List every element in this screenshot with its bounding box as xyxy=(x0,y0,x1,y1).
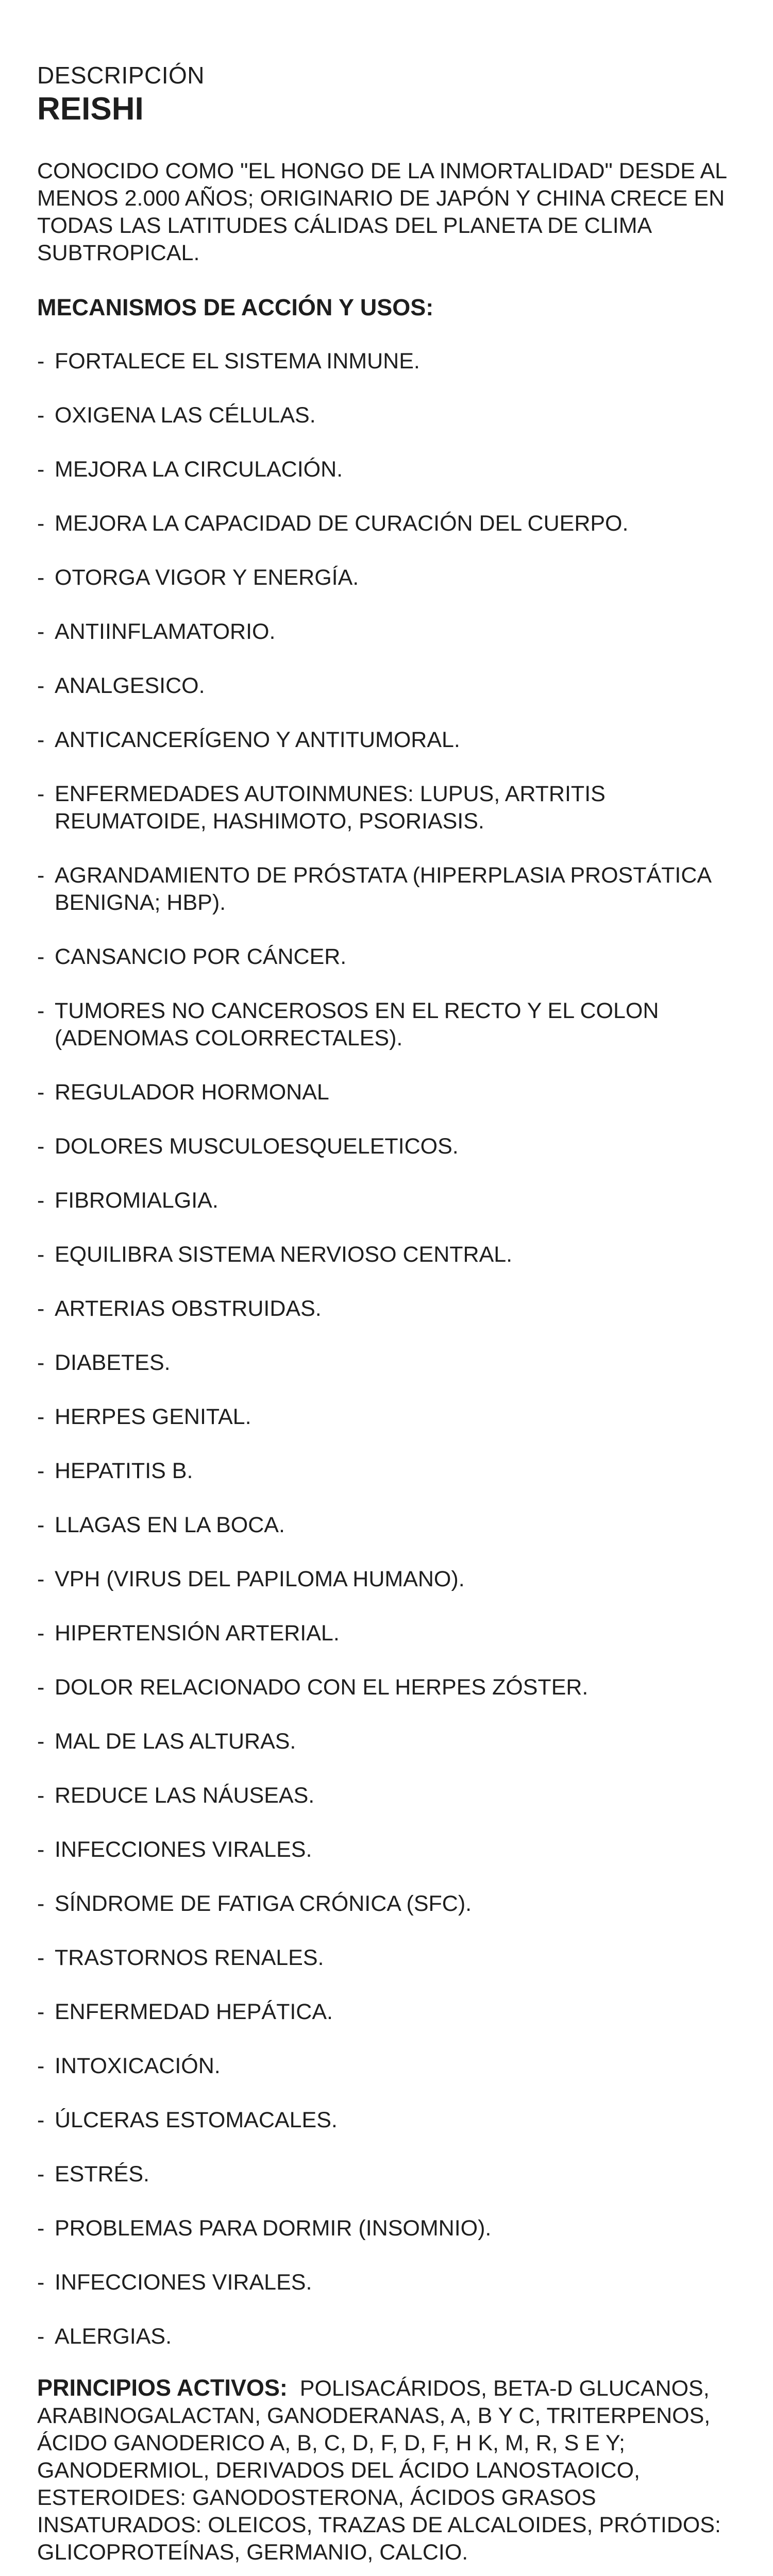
use-item-text: INFECCIONES VIRALES. xyxy=(55,1837,312,1862)
list-bullet: - xyxy=(37,944,45,969)
list-bullet: - xyxy=(37,1837,45,1862)
use-item-text: TUMORES NO CANCEROSOS EN EL RECTO Y EL COLON (ADENOMAS COLORRECTALES). xyxy=(55,998,659,1050)
use-item xyxy=(37,781,740,835)
mechanisms-list xyxy=(37,348,740,2350)
use-item-text: DOLORES MUSCULOESQUELETICOS. xyxy=(55,1134,459,1159)
list-bullet: - xyxy=(37,998,45,1023)
use-item xyxy=(37,348,740,375)
use-item xyxy=(37,456,740,483)
use-item xyxy=(37,1403,740,1431)
use-item xyxy=(37,1944,740,1972)
list-bullet: - xyxy=(37,457,45,482)
list-bullet: - xyxy=(37,2216,45,2241)
use-item-text: ANTICANCERÍGENO Y ANTITUMORAL. xyxy=(55,727,460,752)
use-item xyxy=(37,1133,740,1160)
list-bullet: - xyxy=(37,2108,45,2132)
use-item xyxy=(37,1458,740,1485)
use-item xyxy=(37,1187,740,1214)
use-item xyxy=(37,726,740,754)
use-item xyxy=(37,997,740,1052)
intro-paragraph: CONOCIDO COMO "EL HONGO DE LA INMORTALIDAD" DESDE AL MENOS 2.000 AÑOS; ORIGINARIO DE JAPÓN Y CHINA CRECE EN TODAS LAS LATITUDES CÁLIDAS DEL PLANETA DE CLIMA SUBTROPICAL. xyxy=(37,159,727,265)
list-bullet: - xyxy=(37,619,45,644)
use-item xyxy=(37,1998,740,2026)
use-item-text: HERPES GENITAL. xyxy=(55,1404,251,1429)
use-item-text: INTOXICACIÓN. xyxy=(55,2054,221,2078)
use-item xyxy=(37,564,740,591)
use-item-text: CANSANCIO POR CÁNCER. xyxy=(55,944,347,969)
use-item xyxy=(37,1674,740,1701)
use-item-text: MEJORA LA CAPACIDAD DE CURACIÓN DEL CUERPO. xyxy=(55,511,629,536)
use-item-text: ESTRÉS. xyxy=(55,2162,149,2187)
use-item-text: HIPERTENSIÓN ARTERIAL. xyxy=(55,1621,340,1646)
use-item-text: EQUILIBRA SISTEMA NERVIOSO CENTRAL. xyxy=(55,1242,513,1267)
mechanisms-heading: MECANISMOS DE ACCIÓN Y USOS: xyxy=(37,294,434,320)
use-item xyxy=(37,2107,740,2134)
use-item-text: REGULADOR HORMONAL xyxy=(55,1080,329,1105)
use-item-text: ÚLCERAS ESTOMACALES. xyxy=(55,2108,338,2132)
use-item xyxy=(37,943,740,971)
use-item-text: VPH (VIRUS DEL PAPILOMA HUMANO). xyxy=(55,1567,465,1591)
use-item-text: ANTIINFLAMATORIO. xyxy=(55,619,276,644)
use-item-text: INFECCIONES VIRALES. xyxy=(55,2270,312,2295)
use-item-text: DOLOR RELACIONADO CON EL HERPES ZÓSTER. xyxy=(55,1675,589,1700)
active-principles-label: PRINCIPIOS ACTIVOS: xyxy=(37,2375,288,2401)
list-bullet: - xyxy=(37,863,45,888)
use-item xyxy=(37,1566,740,1593)
list-bullet: - xyxy=(37,1783,45,1808)
use-item xyxy=(37,618,740,646)
use-item xyxy=(37,2053,740,2080)
use-item xyxy=(37,510,740,537)
use-item-text: AGRANDAMIENTO DE PRÓSTATA (HIPERPLASIA PROSTÁTICA BENIGNA; HBP). xyxy=(55,863,711,915)
use-item-text: ANALGESICO. xyxy=(55,673,205,698)
use-item xyxy=(37,1512,740,1539)
use-item xyxy=(37,1890,740,1918)
list-bullet: - xyxy=(37,565,45,590)
use-item xyxy=(37,1782,740,1809)
use-item-text: MAL DE LAS ALTURAS. xyxy=(55,1729,296,1754)
use-item-text: OXIGENA LAS CÉLULAS. xyxy=(55,403,316,428)
list-bullet: - xyxy=(37,1404,45,1429)
list-bullet: - xyxy=(37,1296,45,1321)
list-bullet: - xyxy=(37,727,45,752)
use-item xyxy=(37,402,740,429)
list-bullet: - xyxy=(37,1134,45,1159)
list-bullet: - xyxy=(37,1945,45,1970)
use-item-text: OTORGA VIGOR Y ENERGÍA. xyxy=(55,565,359,590)
use-item-text: ENFERMEDAD HEPÁTICA. xyxy=(55,1999,333,2024)
list-bullet: - xyxy=(37,2270,45,2295)
use-item xyxy=(37,1079,740,1106)
list-bullet: - xyxy=(37,1729,45,1754)
list-bullet: - xyxy=(37,1675,45,1700)
list-bullet: - xyxy=(37,2324,45,2349)
use-item xyxy=(37,2161,740,2188)
list-bullet: - xyxy=(37,1080,45,1105)
use-item xyxy=(37,862,740,917)
section-kicker: DESCRIPCIÓN xyxy=(37,62,205,89)
use-item xyxy=(37,672,740,700)
list-bullet: - xyxy=(37,1188,45,1213)
use-item-text: SÍNDROME DE FATIGA CRÓNICA (SFC). xyxy=(55,1891,472,1916)
use-item xyxy=(37,1295,740,1323)
use-item xyxy=(37,2215,740,2242)
use-item-text: TRASTORNOS RENALES. xyxy=(55,1945,324,1970)
active-principles-text: POLISACÁRIDOS, BETA-D GLUCANOS, ARABINOGALACTAN, GANODERANAS, A, B Y C, TRITERPENOS, ÁCIDO GANODERICO A, B, C, D, F, D, F, H K, M, R, S E Y; GANODERMIOL, DERIVADOS DEL ÁCIDO LANOSTAOICO, ESTEROIDES: GANODOSTERONA, ÁCIDOS GRASOS INSATURADOS: OLEICOS, TRAZAS DE ALCALOIDES, PRÓTIDOS: GLICOPROTEÍNAS, GERMANIO, CALCIO. xyxy=(37,2376,721,2565)
use-item-text: HEPATITIS B. xyxy=(55,1459,193,1483)
list-bullet: - xyxy=(37,1567,45,1591)
list-bullet: - xyxy=(37,1459,45,1483)
product-title: REISHI xyxy=(37,91,144,127)
use-item xyxy=(37,1728,740,1755)
list-bullet: - xyxy=(37,782,45,806)
use-item-text: ALERGIAS. xyxy=(55,2324,172,2349)
use-item-text: PROBLEMAS PARA DORMIR (INSOMNIO). xyxy=(55,2216,492,2241)
use-item-text: ARTERIAS OBSTRUIDAS. xyxy=(55,1296,322,1321)
list-bullet: - xyxy=(37,1350,45,1375)
list-bullet: - xyxy=(37,1999,45,2024)
use-item-text: FIBROMIALGIA. xyxy=(55,1188,219,1213)
list-bullet: - xyxy=(37,403,45,428)
use-item xyxy=(37,1349,740,1377)
list-bullet: - xyxy=(37,1513,45,1537)
use-item xyxy=(37,1241,740,1268)
use-item xyxy=(37,1620,740,1647)
list-bullet: - xyxy=(37,1242,45,1267)
use-item xyxy=(37,2269,740,2296)
use-item-text: ENFERMEDADES AUTOINMUNES: LUPUS, ARTRITIS REUMATOIDE, HASHIMOTO, PSORIASIS. xyxy=(55,782,606,834)
list-bullet: - xyxy=(37,2162,45,2187)
list-bullet: - xyxy=(37,673,45,698)
use-item xyxy=(37,1836,740,1863)
use-item-text: FORTALECE EL SISTEMA INMUNE. xyxy=(55,349,420,374)
list-bullet: - xyxy=(37,1621,45,1646)
active-principles-paragraph xyxy=(37,2374,740,2566)
use-item-text: REDUCE LAS NÁUSEAS. xyxy=(55,1783,315,1808)
list-bullet: - xyxy=(37,1891,45,1916)
use-item-text: DIABETES. xyxy=(55,1350,171,1375)
use-item xyxy=(37,2323,740,2350)
list-bullet: - xyxy=(37,2054,45,2078)
list-bullet: - xyxy=(37,511,45,536)
use-item-text: MEJORA LA CIRCULACIÓN. xyxy=(55,457,343,482)
use-item-text: LLAGAS EN LA BOCA. xyxy=(55,1513,285,1537)
list-bullet: - xyxy=(37,349,45,374)
